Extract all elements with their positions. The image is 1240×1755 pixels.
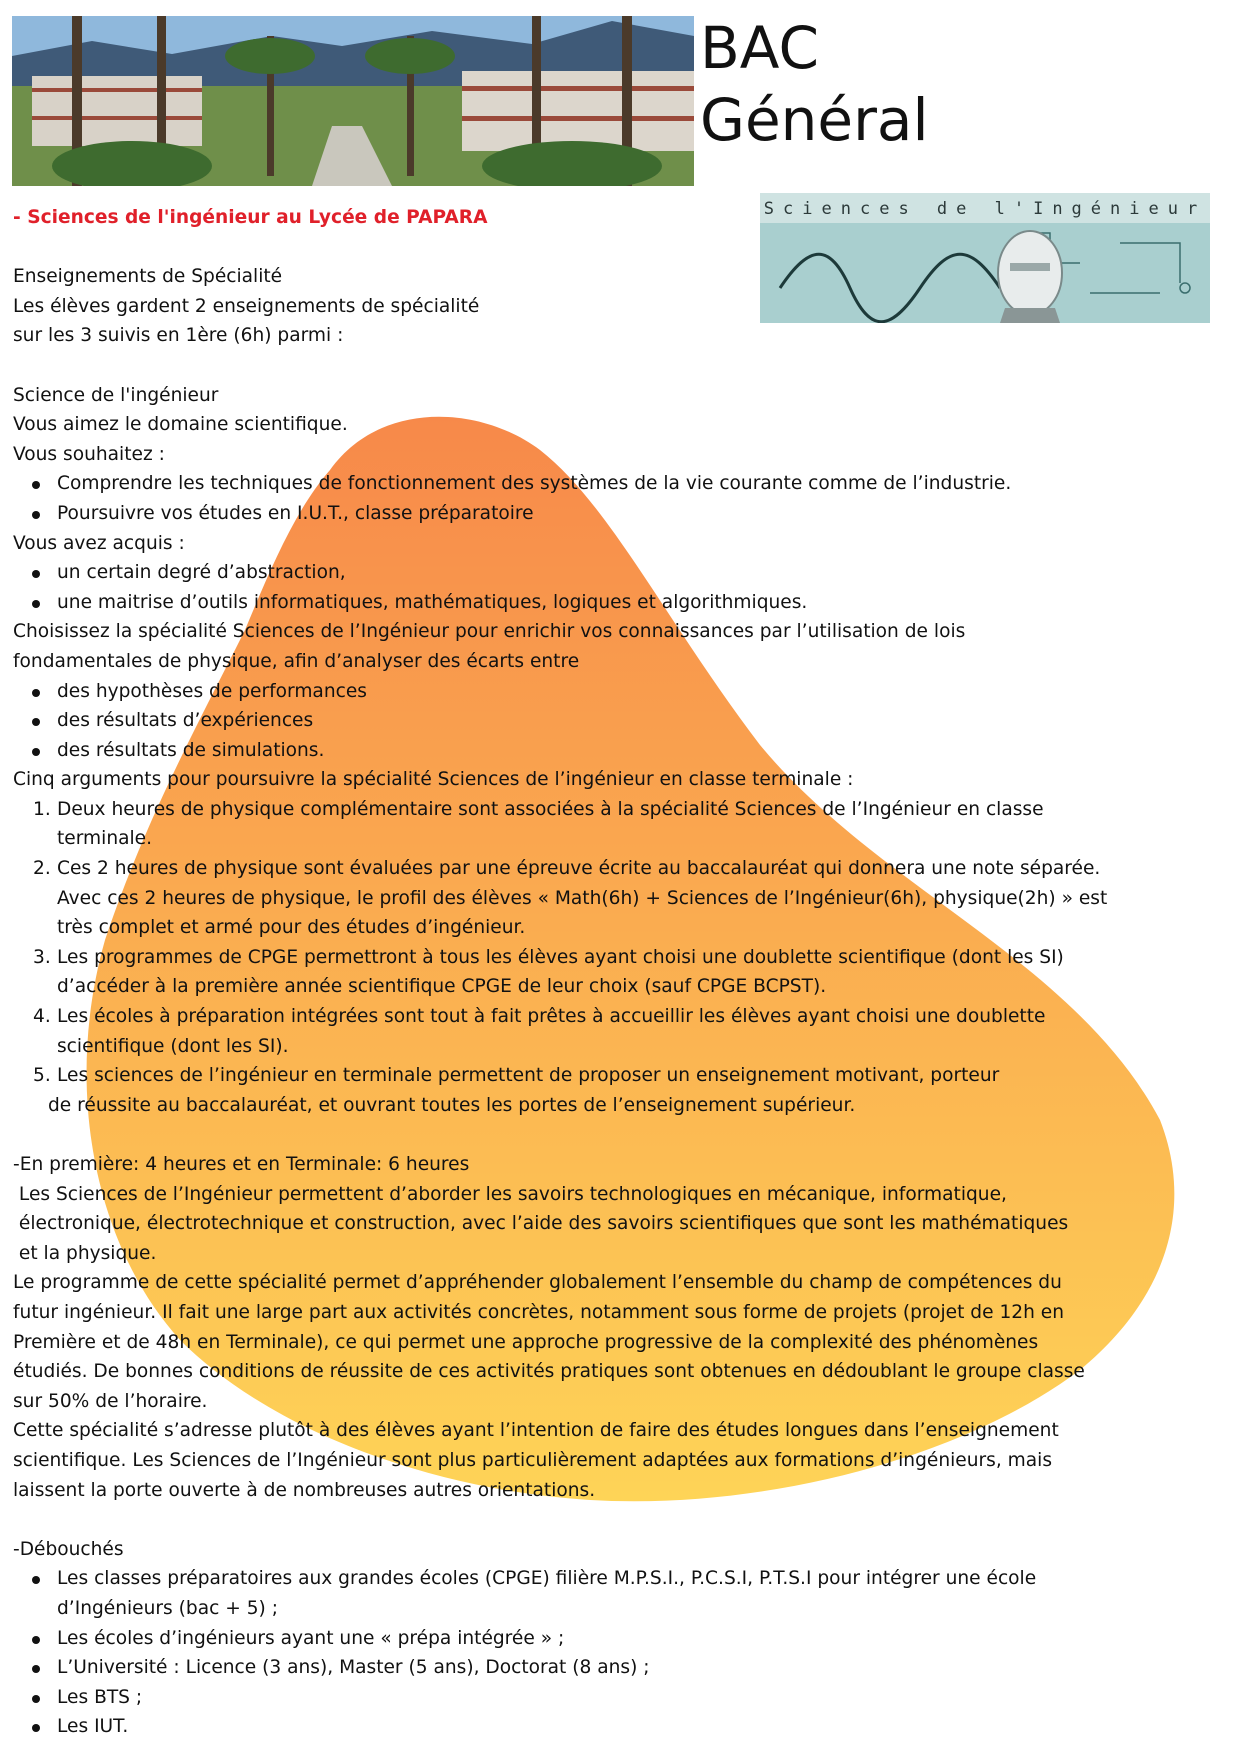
argument-item [33, 1061, 1233, 1120]
program-line: futur ingénieur. Il fait une large part aux activités concrètes, notamment sous forme de projets (projet de 12h en [13, 1301, 1065, 1323]
list-item-line: Les classes préparatoires aux grandes écoles (CPGE) filière M.P.S.I., P.C.S.I, P.T.S.I pour intégrer une école [57, 1568, 1037, 1590]
arguments-list [13, 795, 1233, 1121]
argument-line: Les écoles à préparation intégrées sont tout à fait prêtes à accueillir les élèves ayant choisi une doublette [57, 1006, 1046, 1028]
outlets-label: -Débouchés [13, 1538, 124, 1560]
list-item: des hypothèses de performances [57, 677, 1233, 707]
acquired-list [13, 558, 1233, 617]
si-like: Vous aimez le domaine scientifique. [13, 414, 348, 436]
argument-line: scientifique (dont les SI). [57, 1035, 289, 1057]
choose-line: Choisissez la spécialité Sciences de l’Ingénieur pour enrichir vos connaissances par l’utilisation de lois [13, 621, 966, 643]
title-line-bac: BAC [700, 14, 819, 82]
subtitle: - Sciences de l'ingénieur au Lycée de PAPARA [13, 207, 488, 228]
target-line: laissent la porte ouverte à de nombreuses autres orientations. [13, 1479, 596, 1501]
argument-line: Les programmes de CPGE permettront à tous les élèves ayant choisi une doublette scientifique (dont les SI) [57, 946, 1064, 968]
list-item: Les IUT. [57, 1712, 1233, 1742]
outlets-list [13, 1564, 1233, 1742]
list-item: Les écoles d’ingénieurs ayant une « prépa intégrée » ; [57, 1624, 1233, 1654]
list-item [57, 1564, 1233, 1623]
target-line: scientifique. Les Sciences de l’Ingénieur sont plus particulièrement adaptées aux formations d’ingénieurs, mais [13, 1449, 1053, 1471]
hours-desc-line: et la physique. [13, 1242, 157, 1264]
choose-line: fondamentales de physique, afin d’analyser des écarts entre [13, 650, 580, 672]
argument-line: très complet et armé pour des études d’ingénieur. [57, 917, 526, 939]
intro-line: Enseignements de Spécialité [13, 266, 283, 288]
list-item: Comprendre les techniques de fonctionnement des systèmes de la vie courante comme de l’industrie. [57, 469, 1233, 499]
argument-line: de réussite au baccalauréat, et ouvrant toutes les portes de l’enseignement supérieur. [48, 1094, 856, 1116]
list-item-line: d’Ingénieurs (bac + 5) ; [57, 1597, 278, 1619]
arguments-label: Cinq arguments pour poursuivre la spécialité Sciences de l’ingénieur en classe terminale : [13, 769, 854, 791]
argument-line: terminale. [57, 828, 153, 850]
intro-line: sur les 3 suivis en 1ère (6h) parmi : [13, 325, 344, 347]
spacer [13, 1505, 1233, 1535]
program-line: Le programme de cette spécialité permet d’appréhender globalement l’ensemble du champ de compétences du [13, 1272, 1062, 1294]
si-banner-text: Sciences de l'Ingénieur [763, 199, 1207, 219]
acquired-label: Vous avez acquis : [13, 532, 185, 554]
wish-label: Vous souhaitez : [13, 443, 165, 465]
argument-number: 4. [33, 1006, 51, 1028]
program-line: étudiés. De bonnes conditions de réussite de ces activités pratiques sont obtenues en dédoublant le groupe classe [13, 1361, 1085, 1383]
argument-line: Les sciences de l’ingénieur en terminale permettent de proposer un enseignement motivant, porteur [57, 1065, 1000, 1087]
list-item: L’Université : Licence (3 ans), Master (5 ans), Doctorat (8 ans) ; [57, 1653, 1233, 1683]
argument-number: 3. [33, 946, 51, 968]
main-content [13, 203, 1233, 1742]
list-item: un certain degré d’abstraction, [57, 558, 1233, 588]
hours-desc-line: Les Sciences de l’Ingénieur permettent d’aborder les savoirs technologiques en mécanique, informatique, [13, 1183, 1007, 1205]
list-item: des résultats d’expériences [57, 706, 1233, 736]
list-item: des résultats de simulations. [57, 736, 1233, 766]
list-item: Poursuivre vos études en I.U.T., classe préparatoire [57, 499, 1233, 529]
argument-number: 1. [33, 798, 51, 820]
spacer [13, 351, 1233, 381]
argument-item [33, 795, 1233, 854]
hours-line: -En première: 4 heures et en Terminale: 6 heures [13, 1154, 470, 1175]
argument-number: 2. [33, 858, 51, 880]
intro-line: Les élèves gardent 2 enseignements de spécialité [13, 295, 480, 317]
argument-line: Avec ces 2 heures de physique, le profil des élèves « Math(6h) + Sciences de l’Ingénieur(6h), physique(2h) » est [57, 887, 1108, 909]
program-line: sur 50% de l’horaire. [13, 1390, 208, 1412]
argument-item [33, 1002, 1233, 1061]
spacer [13, 1120, 1233, 1150]
argument-line: Ces 2 heures de physique sont évaluées par une épreuve écrite au baccalauréat qui donnera une note séparée. [57, 858, 1101, 880]
program-line: Première et de 48h en Terminale), ce qui permet une approche progressive de la complexité des phénomènes [13, 1331, 1039, 1353]
list-item: Les BTS ; [57, 1683, 1233, 1713]
wish-list [13, 469, 1233, 528]
argument-number: 5. [33, 1065, 51, 1087]
argument-item [33, 854, 1233, 943]
gaps-list [13, 677, 1233, 766]
argument-item [33, 943, 1233, 1002]
argument-line: d’accéder à la première année scientifique CPGE de leur choix (sauf CPGE BCPST). [57, 976, 827, 998]
title-line-general: Général [700, 86, 929, 154]
hours-desc-line: électronique, électrotechnique et construction, avec l’aide des savoirs scientifiques que sont les mathématiques [13, 1213, 1069, 1235]
list-item: une maitrise d’outils informatiques, mathématiques, logiques et algorithmiques. [57, 588, 1233, 618]
page-title [700, 12, 929, 156]
argument-line: Deux heures de physique complémentaire sont associées à la spécialité Sciences de l’Ingénieur en classe [57, 798, 1044, 820]
spacer [13, 233, 1233, 263]
school-campus-photo [12, 16, 694, 186]
si-heading: Science de l'ingénieur [13, 384, 219, 406]
target-line: Cette spécialité s’adresse plutôt à des élèves ayant l’intention de faire des études longues dans l’enseignement [13, 1420, 1059, 1442]
